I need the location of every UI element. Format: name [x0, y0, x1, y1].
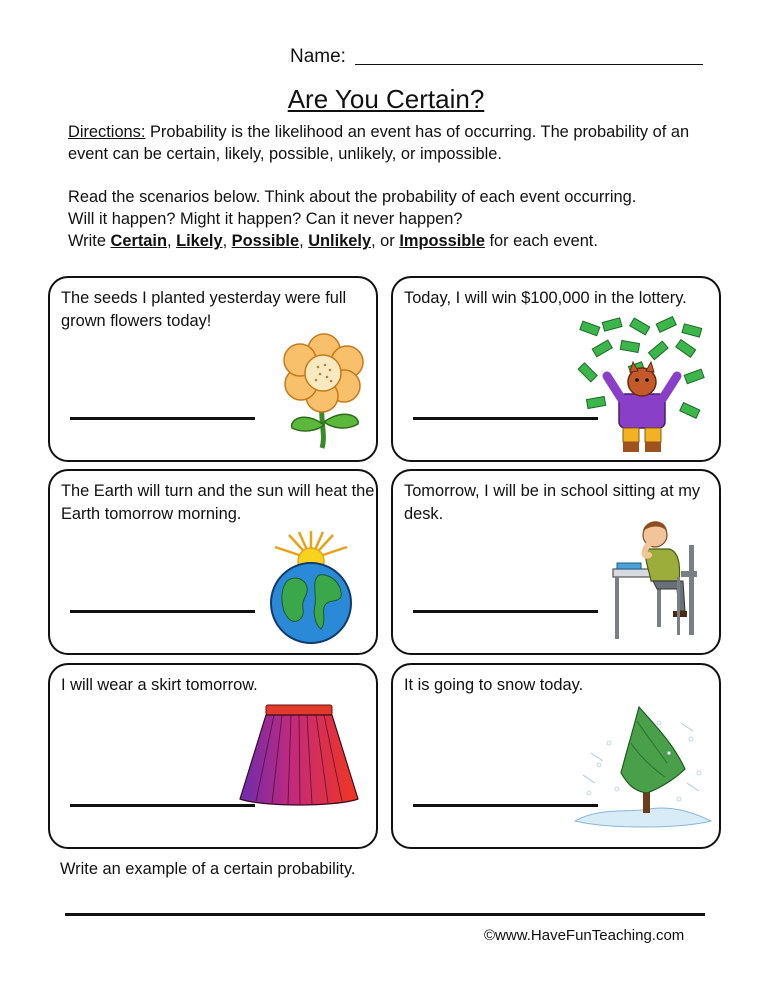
scenario-text: It is going to snow today. — [404, 676, 584, 694]
scenario-card-4 — [391, 469, 721, 655]
scenario-text: Tomorrow, I will be in school sitting at my desk. — [404, 482, 701, 523]
answer-line[interactable] — [70, 417, 255, 420]
scenario-card-2 — [391, 276, 721, 462]
name-label: Name: — [290, 46, 346, 67]
option-impossible: Impossible — [399, 232, 485, 250]
example-prompt: Write an example of a certain probability. — [60, 860, 356, 878]
scenario-card-1 — [48, 276, 378, 462]
name-answer-line[interactable] — [355, 64, 703, 65]
scenario-card-5 — [48, 663, 378, 849]
answer-line[interactable] — [70, 804, 255, 807]
page-title: Are You Certain? — [287, 84, 485, 114]
scenario-text: The seeds I planted yesterday were full grown flowers today! — [61, 289, 347, 330]
answer-line[interactable] — [413, 417, 598, 420]
scenario-card-6 — [391, 663, 721, 849]
option-certain: Certain — [110, 232, 167, 250]
instructions-paragraph — [68, 186, 748, 252]
skirt-icon — [236, 703, 362, 809]
flower-icon — [274, 330, 374, 450]
option-likely: Likely — [176, 232, 223, 250]
scenario-text: I will wear a skirt tomorrow. — [61, 676, 258, 694]
answer-line[interactable] — [413, 610, 598, 613]
directions-paragraph — [68, 121, 728, 165]
instructions-line-1: Read the scenarios below. Think about the probability of each event occurring. — [68, 188, 637, 206]
scenario-card-3 — [48, 469, 378, 655]
copyright-text: ©www.HaveFunTeaching.com — [484, 927, 685, 944]
scenario-text: Today, I will win $100,000 in the lottery. — [404, 289, 687, 307]
option-unlikely: Unlikely — [308, 232, 372, 250]
scenario-text: The Earth will turn and the sun will heat the Earth tomorrow morning. — [61, 482, 375, 523]
instructions-line-2: Will it happen? Might it happen? Can it never happen? — [68, 210, 463, 228]
snowy-tree-icon — [569, 703, 715, 831]
earth-sun-icon — [265, 529, 357, 647]
money-bear-icon — [573, 316, 713, 456]
option-possible: Possible — [231, 232, 300, 250]
directions-text: Probability is the likelihood an event has of occurring. The probability of an event can be certain, likely, possible, unlikely, or impossible. — [68, 123, 690, 163]
instructions-line-3: Write Certain, Likely, Possible, Unlikely, or Impossible for each event. — [68, 232, 598, 250]
example-answer-line[interactable] — [65, 913, 705, 916]
answer-line[interactable] — [70, 610, 255, 613]
directions-label: Directions: — [68, 123, 146, 141]
student-desk-icon — [603, 515, 703, 645]
